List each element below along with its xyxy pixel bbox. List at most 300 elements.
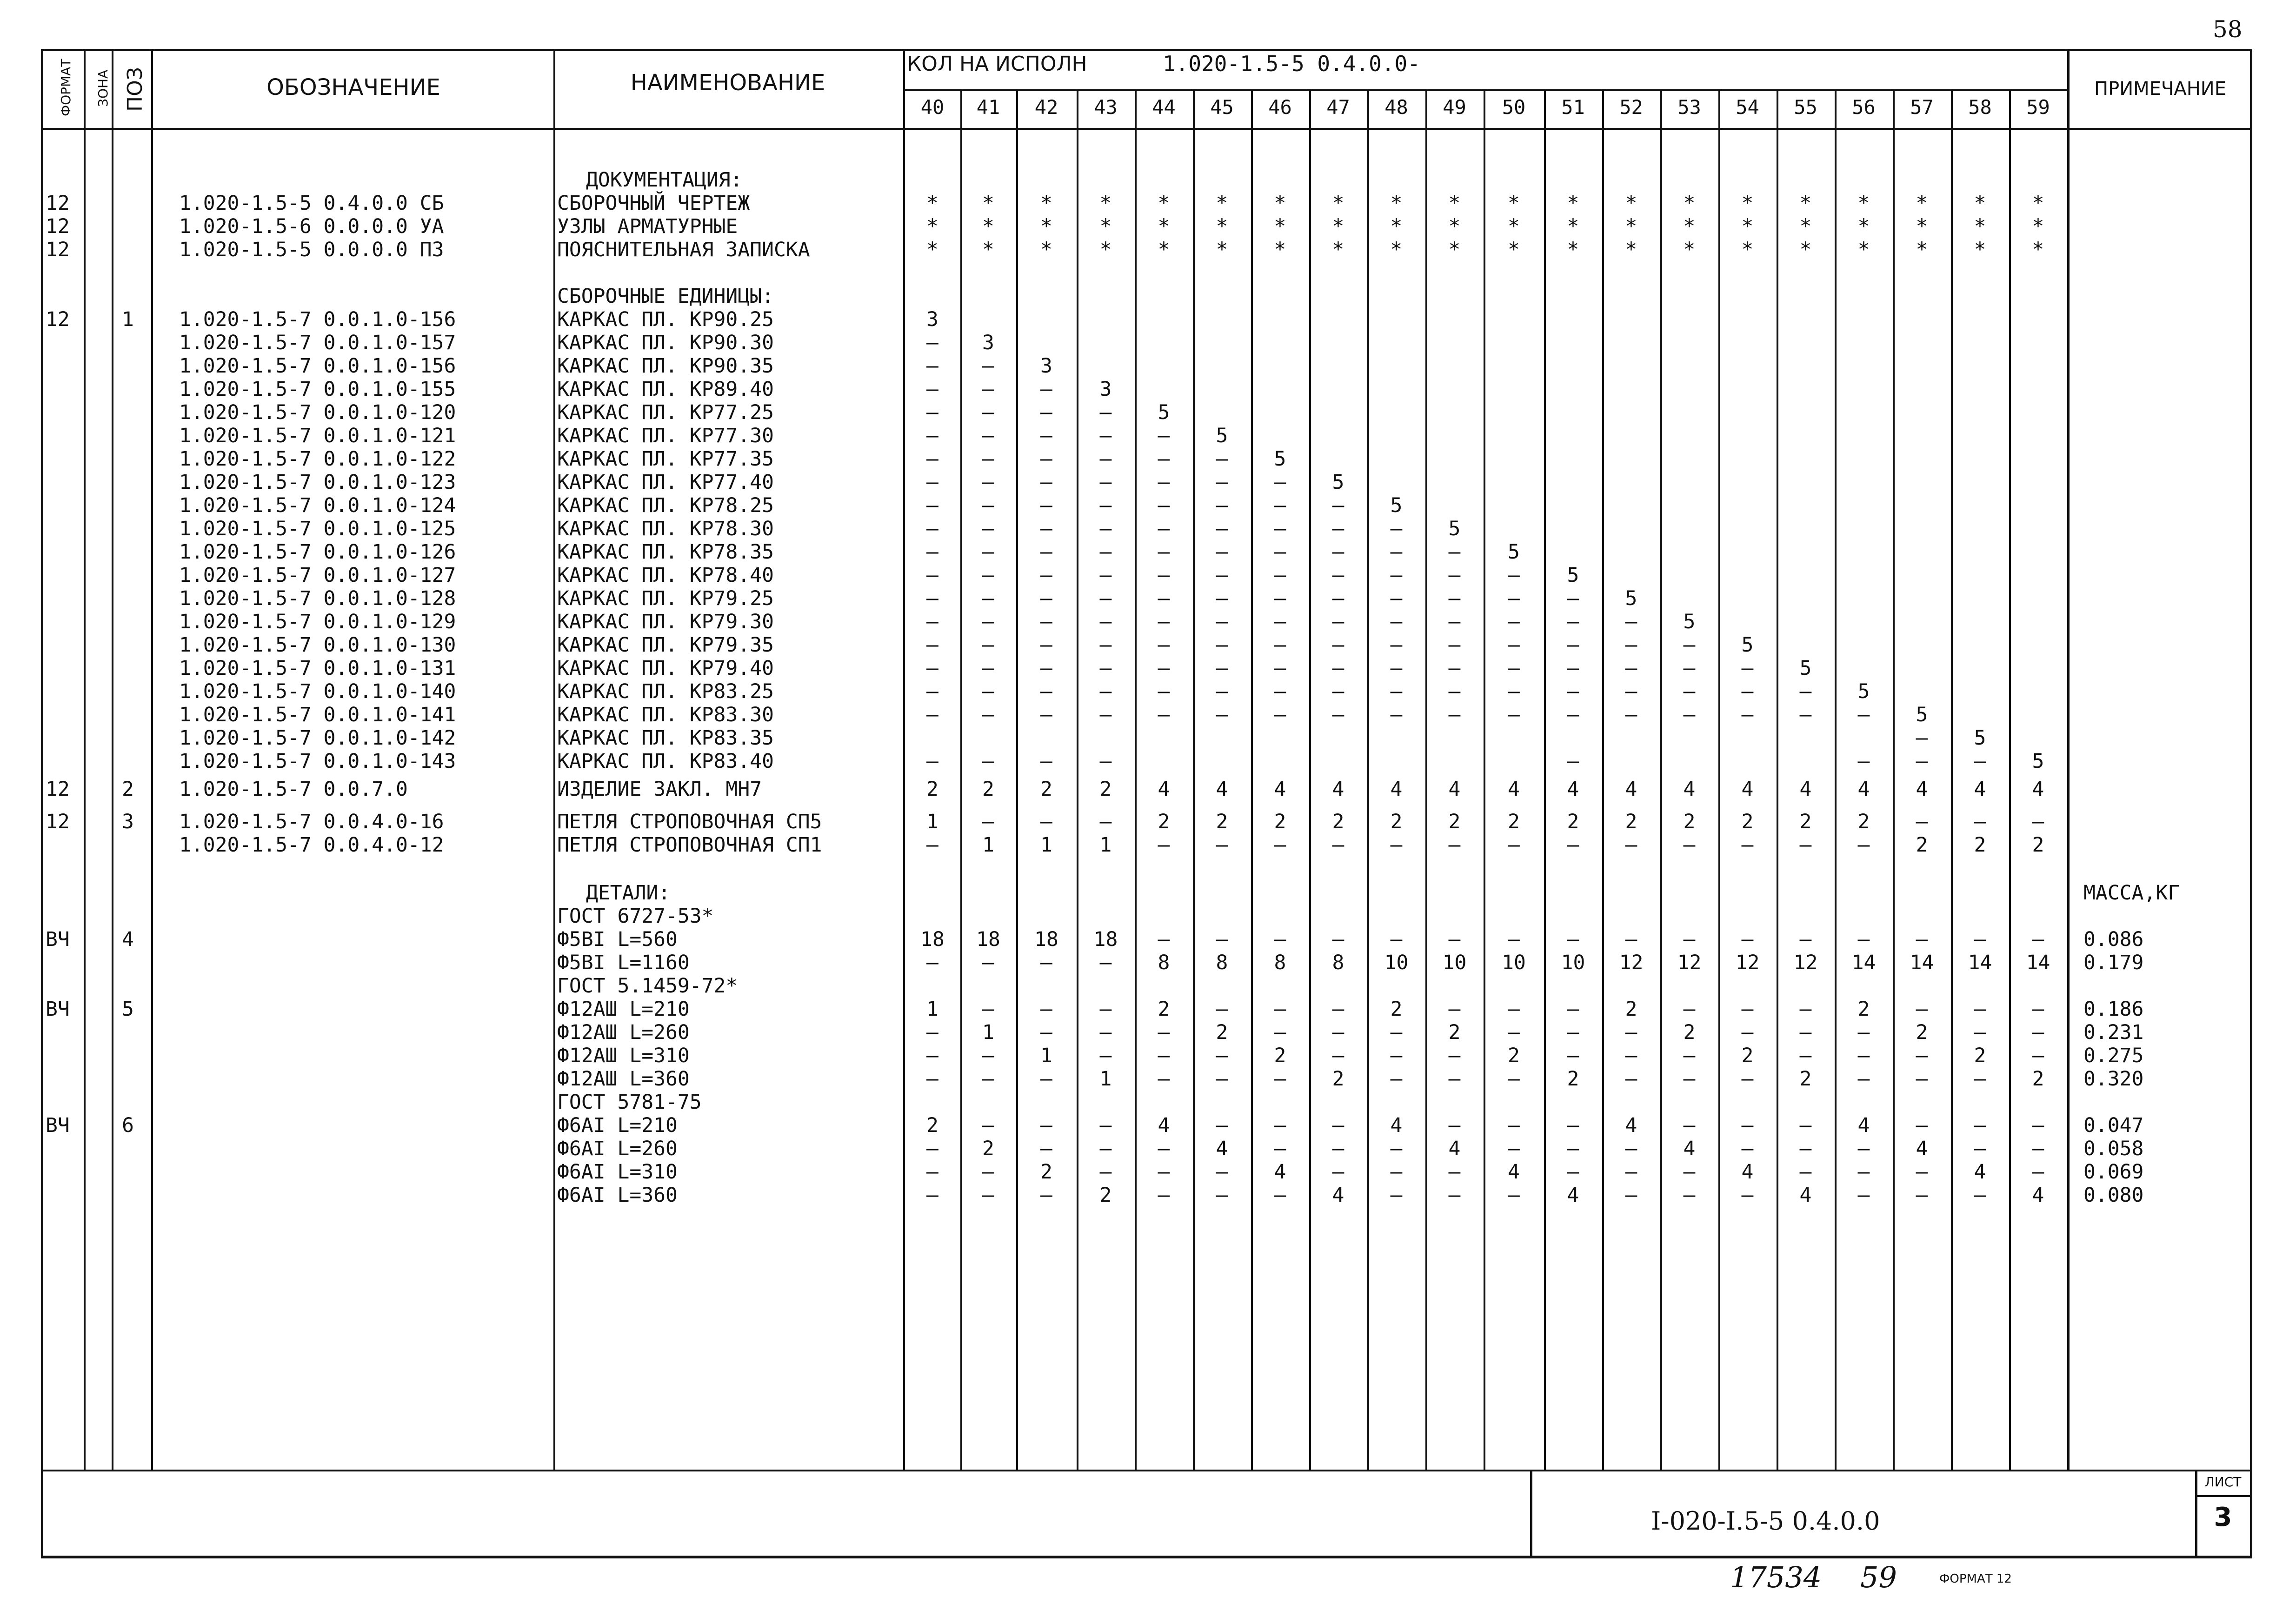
qty-cell: – [1625, 1044, 1637, 1067]
row-designation: 1.020-1.5-7 0.0.1.0-126 [179, 540, 456, 564]
qty-cell: – [1974, 1067, 1986, 1091]
qty-cell: – [1857, 1184, 1870, 1207]
qty-cell: – [1099, 610, 1112, 633]
qty-cell: – [1508, 998, 1520, 1021]
variant-header-56: 56 [1852, 96, 1876, 119]
qty-cell: – [982, 447, 994, 471]
qty-cell: – [1274, 928, 1286, 951]
qty-cell: – [1158, 1067, 1170, 1091]
qty-cell: – [1099, 564, 1112, 587]
qty-cell: – [1158, 633, 1170, 657]
qty-cell: 2 [1741, 810, 1754, 833]
qty-cell: – [1274, 1184, 1286, 1207]
qty-cell: – [1974, 1114, 1986, 1137]
qty-cell: 2 [1625, 998, 1637, 1021]
qty-cell: – [1040, 564, 1052, 587]
qty-cell: 2 [1216, 1021, 1228, 1044]
qty-cell: 5 [1857, 680, 1870, 703]
qty-cell: – [2032, 1044, 2044, 1067]
handwritten-number-left: 17534 [1730, 1560, 1822, 1594]
qty-cell: – [1216, 1044, 1228, 1067]
qty-cell: – [1158, 471, 1170, 494]
row-name: Ф6АI L=260 [557, 1137, 678, 1160]
qty-cell: – [982, 424, 994, 447]
qty-cell: 4 [1916, 778, 1928, 801]
qty-cell: * [1390, 192, 1403, 215]
sheet-box-divider [2195, 1495, 2251, 1497]
row-note: 0.275 [2083, 1044, 2144, 1067]
row-pos: 6 [122, 1114, 134, 1137]
qty-cell: – [1799, 928, 1812, 951]
qty-cell: – [1332, 564, 1344, 587]
qty-cell: 2 [1916, 1021, 1928, 1044]
qty-cell: – [1158, 680, 1170, 703]
variant-header-54: 54 [1736, 96, 1759, 119]
row-format: 12 [46, 192, 70, 215]
qty-cell: – [1567, 833, 1579, 857]
qty-cell: 2 [1448, 1021, 1461, 1044]
qty-cell: – [1508, 587, 1520, 610]
qty-cell: * [1099, 215, 1112, 238]
qty-cell: – [1040, 494, 1052, 517]
qty-cell: – [1390, 1184, 1403, 1207]
qty-cell: – [1974, 1021, 1986, 1044]
row-designation: 1.020-1.5-7 0.0.1.0-141 [179, 703, 456, 726]
qty-cell: 5 [1274, 447, 1286, 471]
qty-cell: – [1274, 703, 1286, 726]
qty-cell: * [2032, 238, 2044, 261]
qty-cell: – [926, 833, 938, 857]
qty-cell: – [1567, 998, 1579, 1021]
qty-cell: – [1625, 833, 1637, 857]
qty-cell: 1 [926, 998, 938, 1021]
qty-cell: 8 [1332, 951, 1344, 974]
qty-cell: – [982, 610, 994, 633]
qty-cell: 4 [1274, 1160, 1286, 1184]
qty-cell: 14 [1910, 951, 1934, 974]
row-designation: 1.020-1.5-5 0.4.0.0 СБ [179, 192, 444, 215]
row-designation: 1.020-1.5-7 0.0.1.0-156 [179, 354, 456, 378]
qty-cell: – [1040, 680, 1052, 703]
qty-cell: – [982, 517, 994, 540]
row-name: ПЕТЛЯ СТРОПОВОЧНАЯ СП5 [557, 810, 822, 833]
qty-cell: 2 [1040, 1160, 1052, 1184]
header-bottom-line [41, 128, 2252, 130]
qty-cell: – [1332, 1137, 1344, 1160]
qty-cell: 1 [1099, 833, 1112, 857]
qty-cell: – [1390, 564, 1403, 587]
qty-cell: – [1799, 1160, 1812, 1184]
qty-cell: – [1274, 633, 1286, 657]
qty-cell: – [1916, 1184, 1928, 1207]
qty-cell: – [982, 1067, 994, 1091]
row-name: КАРКАС ПЛ. КР90.35 [557, 354, 774, 378]
qty-cell: – [1099, 1137, 1112, 1160]
qty-cell: – [982, 810, 994, 833]
qty-cell: – [1158, 610, 1170, 633]
qty-cell: – [1390, 633, 1403, 657]
doc-number: I-020-I.5-5 0.4.0.0 [1651, 1506, 1880, 1536]
qty-cell: – [1916, 750, 1928, 773]
qty-cell: – [1158, 494, 1170, 517]
variant-header-50: 50 [1502, 96, 1526, 119]
row-name: КАРКАС ПЛ. КР77.35 [557, 447, 774, 471]
qty-cell: – [1099, 540, 1112, 564]
qty-cell: * [1567, 192, 1579, 215]
qty-cell: – [1916, 726, 1928, 750]
qty-cell: – [1508, 564, 1520, 587]
qty-cell: – [1683, 703, 1696, 726]
row-designation: 1.020-1.5-7 0.0.1.0-157 [179, 331, 456, 354]
qty-cell: – [1274, 680, 1286, 703]
qty-cell: – [1390, 833, 1403, 857]
qty-cell: – [982, 1114, 994, 1137]
qty-cell: – [982, 378, 994, 401]
qty-cell: 4 [1567, 778, 1579, 801]
row-designation: 1.020-1.5-7 0.0.1.0-155 [179, 378, 456, 401]
qty-cell: – [1974, 750, 1986, 773]
qty-cell: – [926, 703, 938, 726]
qty-cell: – [982, 587, 994, 610]
qty-cell: – [1390, 540, 1403, 564]
variant-header-42: 42 [1034, 96, 1058, 119]
qty-cell: 4 [1741, 778, 1754, 801]
qty-cell: * [982, 238, 994, 261]
qty-cell: 1 [926, 810, 938, 833]
qty-cell: – [1274, 517, 1286, 540]
qty-cell: 1 [1099, 1067, 1112, 1091]
qty-cell: – [926, 633, 938, 657]
qty-cell: – [1448, 540, 1461, 564]
qty-cell: – [982, 633, 994, 657]
qty-cell: – [1332, 680, 1344, 703]
qty-cell: – [1099, 1160, 1112, 1184]
qty-cell: – [1099, 1044, 1112, 1067]
row-name: Ф5ВI L=560 [557, 928, 678, 951]
row-note: 0.186 [2083, 998, 2144, 1021]
qty-cell: 18 [1034, 928, 1058, 951]
qty-cell: – [1683, 833, 1696, 857]
qty-cell: 10 [1502, 951, 1526, 974]
qty-cell: 5 [1799, 657, 1812, 680]
variant-header-44: 44 [1152, 96, 1176, 119]
qty-cell: 4 [1508, 1160, 1520, 1184]
qty-cell: – [1508, 610, 1520, 633]
qty-cell: – [1216, 998, 1228, 1021]
qty-cell: 12 [1735, 951, 1760, 974]
qty-cell: * [926, 238, 938, 261]
qty-cell: – [1332, 633, 1344, 657]
qty-cell: – [982, 471, 994, 494]
qty-cell: – [982, 564, 994, 587]
row-name: Ф12АШ L=260 [557, 1021, 690, 1044]
qty-cell: 4 [1741, 1160, 1754, 1184]
qty-cell: – [1216, 517, 1228, 540]
qty-cell: * [1274, 238, 1286, 261]
qty-cell: – [1625, 657, 1637, 680]
qty-cell: * [1683, 215, 1696, 238]
qty-cell: * [1974, 215, 1986, 238]
qty-cell: 2 [1158, 810, 1170, 833]
qty-cell: – [1857, 833, 1870, 857]
qty-cell: – [1799, 680, 1812, 703]
row-name: Ф6АI L=360 [557, 1184, 678, 1207]
qty-cell: * [1567, 215, 1579, 238]
qty-cell: – [1274, 1021, 1286, 1044]
qty-cell: 2 [1916, 833, 1928, 857]
header-qty-label: КОЛ НА ИСПОЛН [907, 52, 1087, 76]
qty-cell: – [1974, 810, 1986, 833]
qty-cell: * [1274, 215, 1286, 238]
qty-cell: – [1332, 1114, 1344, 1137]
qty-cell: * [1099, 238, 1112, 261]
qty-cell: * [1274, 192, 1286, 215]
qty-cell: 14 [1968, 951, 1992, 974]
qty-cell: – [926, 471, 938, 494]
qty-cell: – [1216, 610, 1228, 633]
qty-cell: – [1390, 1160, 1403, 1184]
row-designation: 1.020-1.5-5 0.0.0.0 ПЗ [179, 238, 444, 261]
qty-cell: – [1158, 540, 1170, 564]
qty-cell: 4 [1332, 778, 1344, 801]
qty-cell: – [1216, 564, 1228, 587]
qty-cell: – [1799, 1137, 1812, 1160]
qty-cell: * [1448, 215, 1461, 238]
qty-cell: * [1390, 238, 1403, 261]
row-name: СБОРОЧНЫЙ ЧЕРТЕЖ [557, 192, 750, 215]
qty-cell: – [1448, 610, 1461, 633]
qty-cell: * [2032, 215, 2044, 238]
qty-cell: – [1974, 1184, 1986, 1207]
qty-cell: 4 [1216, 1137, 1228, 1160]
qty-cell: 2 [1683, 810, 1696, 833]
qty-cell: * [1916, 238, 1928, 261]
qty-cell: – [1741, 1021, 1754, 1044]
qty-cell: – [1040, 447, 1052, 471]
qty-cell: 4 [1567, 1184, 1579, 1207]
qty-cell: – [1099, 424, 1112, 447]
qty-cell: 4 [1625, 1114, 1637, 1137]
qty-cell: – [1332, 1044, 1344, 1067]
row-name: КАРКАС ПЛ. КР83.30 [557, 703, 774, 726]
row-designation: 1.020-1.5-7 0.0.1.0-121 [179, 424, 456, 447]
qty-cell: – [1216, 447, 1228, 471]
qty-cell: – [1332, 1160, 1344, 1184]
qty-cell: – [1216, 471, 1228, 494]
qty-cell: – [1857, 703, 1870, 726]
qty-cell: – [1390, 587, 1403, 610]
qty-cell: 2 [2032, 833, 2044, 857]
qty-cell: – [1508, 928, 1520, 951]
qty-cell: 10 [1442, 951, 1467, 974]
row-name: КАРКАС ПЛ. КР90.30 [557, 331, 774, 354]
row-pos: 5 [122, 998, 134, 1021]
qty-cell: – [2032, 1114, 2044, 1137]
qty-cell: – [1040, 951, 1052, 974]
variant-header-43: 43 [1094, 96, 1118, 119]
qty-cell: – [1741, 657, 1754, 680]
row-name: КАРКАС ПЛ. КР79.25 [557, 587, 774, 610]
qty-cell: * [1857, 192, 1870, 215]
qty-cell: – [1741, 928, 1754, 951]
qty-cell: – [1857, 928, 1870, 951]
qty-cell: 5 [2032, 750, 2044, 773]
qty-cell: 2 [1390, 998, 1403, 1021]
qty-cell: 5 [1216, 424, 1228, 447]
qty-cell: – [1448, 833, 1461, 857]
qty-cell: – [1332, 703, 1344, 726]
qty-cell: – [1216, 1160, 1228, 1184]
qty-cell: 4 [1799, 1184, 1812, 1207]
qty-cell: * [1158, 215, 1170, 238]
row-name: КАРКАС ПЛ. КР83.35 [557, 726, 774, 750]
qty-cell: – [1040, 750, 1052, 773]
qty-cell: 2 [1974, 1044, 1986, 1067]
qty-cell: * [1216, 192, 1228, 215]
qty-cell: 4 [2032, 778, 2044, 801]
qty-cell: – [2032, 1021, 2044, 1044]
qty-cell: – [1567, 587, 1579, 610]
qty-cell: – [1274, 564, 1286, 587]
qty-cell: – [1974, 928, 1986, 951]
row-designation: 1.020-1.5-7 0.0.1.0-125 [179, 517, 456, 540]
row-designation: 1.020-1.5-7 0.0.1.0-130 [179, 633, 456, 657]
qty-cell: – [1332, 587, 1344, 610]
qty-cell: – [1390, 1021, 1403, 1044]
qty-cell: 4 [1857, 1114, 1870, 1137]
qty-cell: 14 [1851, 951, 1876, 974]
qty-cell: – [1274, 471, 1286, 494]
qty-cell: 5 [1567, 564, 1579, 587]
qty-cell: – [1158, 703, 1170, 726]
qty-cell: – [1741, 1114, 1754, 1137]
qty-cell: – [1040, 610, 1052, 633]
row-name: Ф5ВI L=1160 [557, 951, 690, 974]
qty-cell: – [1099, 587, 1112, 610]
qty-cell: – [1683, 680, 1696, 703]
row-name: КАРКАС ПЛ. КР83.25 [557, 680, 774, 703]
qty-cell: – [1683, 1184, 1696, 1207]
row-pos: 2 [122, 778, 134, 801]
qty-cell: – [1390, 1137, 1403, 1160]
qty-cell: – [1216, 633, 1228, 657]
row-format: 12 [46, 308, 70, 331]
row-name: КАРКАС ПЛ. КР78.25 [557, 494, 774, 517]
qty-cell: – [926, 331, 938, 354]
qty-cell: 5 [1625, 587, 1637, 610]
title-block-divider [1530, 1470, 1532, 1558]
qty-cell: – [1040, 401, 1052, 424]
qty-cell: * [982, 215, 994, 238]
qty-cell: * [2032, 192, 2044, 215]
qty-cell: – [1332, 928, 1344, 951]
qty-cell: – [1448, 1067, 1461, 1091]
qty-cell: 2 [1390, 810, 1403, 833]
qty-cell: – [1274, 1067, 1286, 1091]
qty-cell: – [926, 657, 938, 680]
qty-cell: – [1508, 1021, 1520, 1044]
qty-cell: 18 [920, 928, 945, 951]
col-designation-divider [553, 49, 555, 1470]
qty-cell: – [1040, 657, 1052, 680]
qty-cell: 14 [2026, 951, 2050, 974]
row-name: КАРКАС ПЛ. КР79.40 [557, 657, 774, 680]
row-designation: 1.020-1.5-7 0.0.1.0-128 [179, 587, 456, 610]
qty-cell: – [982, 657, 994, 680]
qty-cell: – [1390, 517, 1403, 540]
qty-cell: – [1448, 1114, 1461, 1137]
qty-cell: – [1158, 587, 1170, 610]
qty-cell: – [1799, 1114, 1812, 1137]
qty-cell: * [1974, 238, 1986, 261]
qty-cell: – [1683, 1044, 1696, 1067]
qty-cell: * [1625, 192, 1637, 215]
qty-cell: – [1508, 703, 1520, 726]
qty-cell: – [1274, 587, 1286, 610]
qty-cell: 2 [1274, 810, 1286, 833]
qty-cell: * [982, 192, 994, 215]
qty-cell: – [1332, 998, 1344, 1021]
qty-cell: – [1158, 424, 1170, 447]
qty-cell: – [1448, 633, 1461, 657]
qty-cell: 18 [976, 928, 1000, 951]
qty-cell: – [1158, 657, 1170, 680]
qty-cell: 2 [982, 778, 994, 801]
row-name: ИЗДЕЛИЕ ЗАКЛ. МН7 [557, 778, 762, 801]
qty-cell: * [926, 192, 938, 215]
qty-cell: – [1099, 810, 1112, 833]
row-format: ВЧ [46, 1114, 70, 1137]
qty-cell: – [2032, 810, 2044, 833]
variant-header-58: 58 [1968, 96, 1992, 119]
qty-cell: – [1332, 494, 1344, 517]
row-designation: 1.020-1.5-7 0.0.4.0-12 [179, 833, 444, 857]
qty-cell: – [1625, 1021, 1637, 1044]
frame-bottom [41, 1556, 2252, 1558]
qty-cell: – [1216, 494, 1228, 517]
qty-cell: 2 [1567, 1067, 1579, 1091]
qty-cell: 8 [1216, 951, 1228, 974]
qty-cell: – [1216, 587, 1228, 610]
qty-cell: 4 [1974, 778, 1986, 801]
variant-header-40: 40 [920, 96, 945, 119]
qty-cell: * [1099, 192, 1112, 215]
qty-cell: – [1508, 1114, 1520, 1137]
qty-cell: 5 [1332, 471, 1344, 494]
qty-cell: – [1916, 1160, 1928, 1184]
qty-cell: * [1567, 238, 1579, 261]
qty-cell: 4 [1274, 778, 1286, 801]
qty-cell: – [1158, 1021, 1170, 1044]
qty-cell: – [1099, 401, 1112, 424]
variant-header-51: 51 [1561, 96, 1585, 119]
qty-cell: – [982, 1160, 994, 1184]
row-designation: 1.020-1.5-7 0.0.1.0-123 [179, 471, 456, 494]
col-pos-divider [151, 49, 153, 1470]
qty-cell: – [1040, 1137, 1052, 1160]
qty-cell: – [982, 1044, 994, 1067]
qty-cell: – [1040, 703, 1052, 726]
qty-cell: – [1448, 703, 1461, 726]
row-designation: 1.020-1.5-7 0.0.1.0-129 [179, 610, 456, 633]
row-designation: 1.020-1.5-7 0.0.1.0-124 [179, 494, 456, 517]
qty-cell: 3 [926, 308, 938, 331]
qty-cell: – [1683, 928, 1696, 951]
header-format: ФОРМАТ [58, 59, 73, 116]
qty-cell: – [926, 517, 938, 540]
qty-cell: – [1040, 587, 1052, 610]
qty-cell: – [1916, 998, 1928, 1021]
